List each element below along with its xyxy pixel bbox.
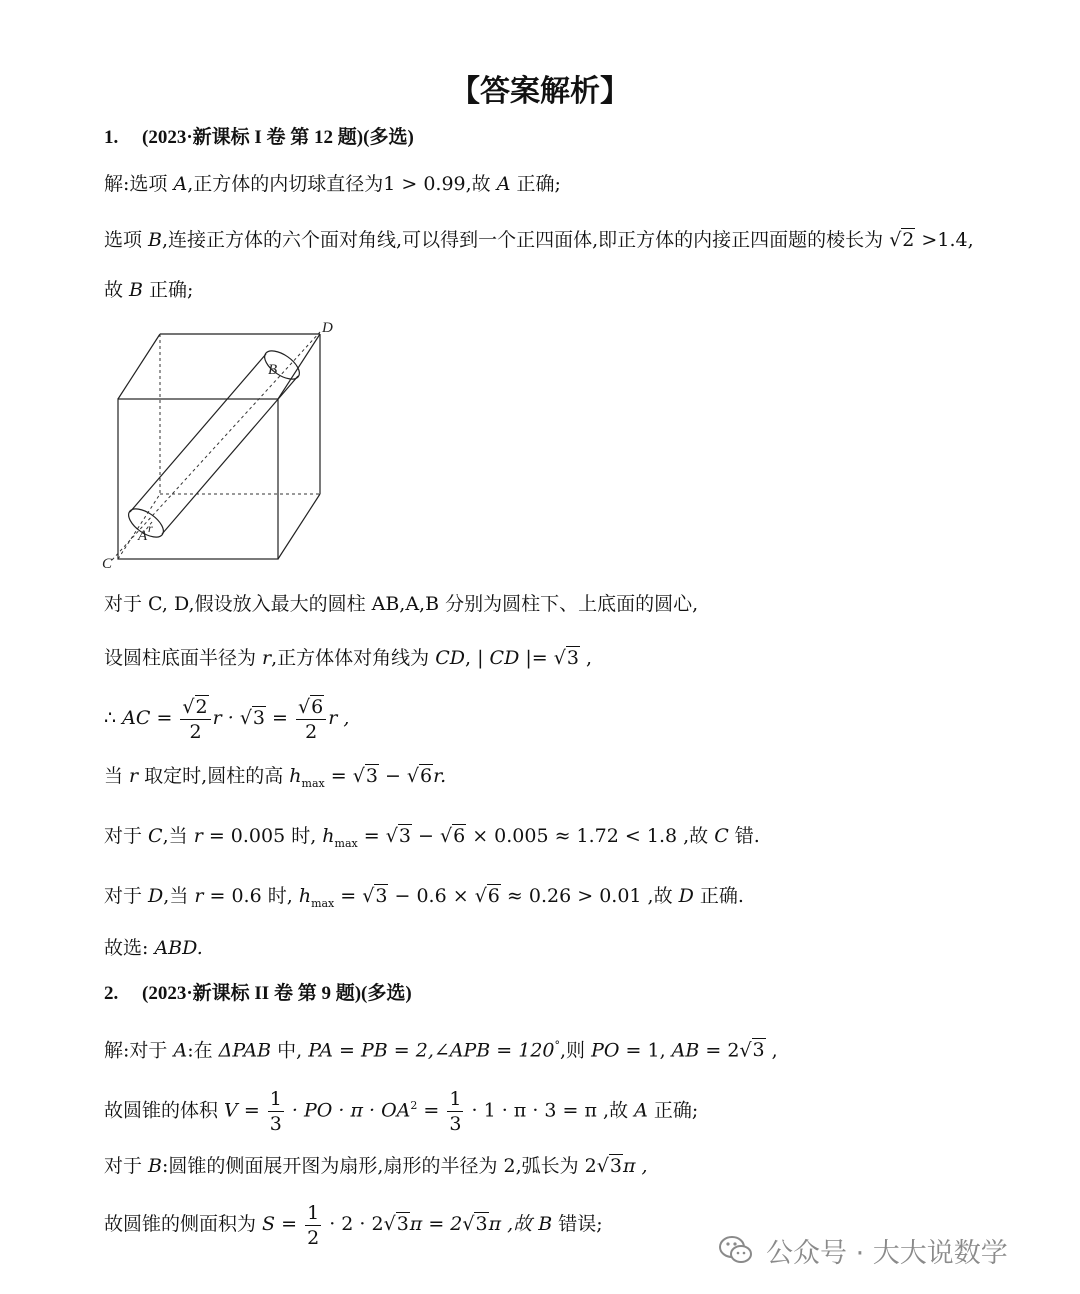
label-b: B (268, 362, 278, 378)
text: 故选: (104, 937, 155, 959)
text: 错. (728, 825, 760, 847)
text: ,连接正方体的六个面对角线,可以得到一个正四面体,即正方体的内接正四面题的棱长为 (162, 229, 890, 251)
text: ,则 (560, 1039, 592, 1062)
denominator: 2 (189, 720, 202, 743)
q1-line-c4: 当 r 取定时,圆柱的高 $h_{max} = √3 - √6r$. (104, 765, 447, 790)
sqrt-value: 3 (609, 1155, 622, 1177)
text: = (237, 1099, 266, 1122)
var: AC (122, 707, 151, 729)
sqrt-value: 6 (453, 825, 466, 847)
text: 对于 (104, 885, 149, 907)
fraction (447, 1087, 463, 1136)
cylinder-side (130, 354, 266, 512)
text: , (765, 1039, 778, 1062)
text: = (324, 765, 353, 787)
label-d: D (322, 320, 333, 336)
text: − (378, 765, 407, 787)
watermark-text: 公众号 · 大大说数学 (766, 1237, 1008, 1269)
text: ,当 (162, 825, 194, 847)
var: CD (489, 647, 520, 669)
subscript: max (301, 776, 325, 790)
text: ≈ 0.26 > 0.01 ,故 (500, 885, 679, 907)
denominator: 3 (449, 1112, 462, 1135)
q1-number: 1. (104, 127, 119, 148)
q1-header (104, 124, 414, 152)
text: − (411, 825, 440, 847)
text: 中, (271, 1039, 309, 1062)
denominator: 3 (269, 1112, 282, 1135)
label-r: r (148, 521, 153, 535)
var: V (224, 1099, 238, 1122)
diagonal-cd (112, 332, 320, 560)
watermark (716, 1228, 1008, 1272)
sqrt-value: 6 (311, 695, 324, 718)
label-a: A (138, 528, 148, 544)
q1-line-c1: 对于 C, D,假设放入最大的圆柱 AB,A,B 分别为圆柱下、上底面的圆心, (104, 593, 699, 615)
var: A (496, 173, 511, 195)
sqrt-value: 3 (365, 765, 378, 787)
text: ,正方体体对角线为 (271, 647, 436, 669)
sqrt-value: 6 (420, 765, 433, 787)
q1-answer (104, 934, 203, 962)
denominator: 2 (307, 1226, 320, 1249)
text: ,当 (163, 885, 195, 907)
answer-value: ABD. (154, 937, 203, 959)
q1-line-b: 选项 B,连接正方体的六个面对角线,可以得到一个正四面体,即正方体的内接正四面题的棱长为 √2 >1.4, (104, 229, 974, 251)
q2-title: (2023·新课标 II 卷 第 9 题)(多选) (142, 983, 412, 1004)
var: B (129, 279, 144, 301)
text: |= (519, 647, 554, 669)
text: = (357, 825, 386, 847)
text: = (150, 707, 179, 729)
var: PO (591, 1039, 620, 1062)
sqrt-value: 3 (252, 707, 266, 729)
text: 对于 (104, 1155, 149, 1177)
text: = 0.6 时, (203, 885, 299, 907)
sqrt-value: 3 (752, 1039, 765, 1062)
text: π , (622, 1155, 648, 1177)
var: B (148, 1155, 163, 1177)
q2-number: 2. (104, 983, 119, 1004)
var: A (634, 1099, 648, 1122)
numerator: 1 (449, 1087, 462, 1110)
text: − 0.6 × (388, 885, 475, 907)
sqrt-value: 2 (195, 695, 208, 718)
text: r. (433, 765, 447, 787)
text: · 2 · 2 (323, 1213, 384, 1235)
sqrt-value: 3 (396, 1213, 409, 1235)
q1-line-c6: 对于 D,当 r = 0.6 时, $h_{max} = √3 - 0.6 \times √6 \approx 0.26 > 0.01$ ,故 D 正确. (104, 885, 744, 910)
cube-edge (278, 334, 320, 399)
var: D (678, 885, 694, 907)
text: ,正方体的内切球直径为1 > 0.99,故 (187, 173, 497, 195)
text: ∴ (104, 707, 123, 729)
q2-line-1: 解:对于 A:在 ΔPAB 中, PA = PB = 2,∠APB = 120°,则 PO = 1, AB = 2√3 , (104, 1039, 778, 1062)
denominator: 2 (305, 720, 318, 743)
var: A (173, 1039, 188, 1062)
page-title: 【答案解析】 (450, 74, 630, 109)
text: 正确; (510, 173, 561, 195)
text: r · (212, 707, 240, 729)
q1-line-a (104, 170, 561, 198)
var: AB (671, 1039, 700, 1062)
fraction (305, 1201, 321, 1250)
text: π ,故 (488, 1213, 539, 1235)
q2-line-2 (104, 1078, 698, 1138)
text: · 1 · π · 3 = π ,故 (465, 1099, 635, 1122)
text: × 0.005 ≈ 1.72 < 1.8 ,故 (466, 825, 715, 847)
text: = (266, 707, 295, 729)
text: = 0.005 时, (202, 825, 323, 847)
text: 对于 (104, 825, 149, 847)
text: 解:选项 (104, 173, 174, 195)
superscript: ° (554, 1039, 561, 1052)
subscript: max (334, 836, 358, 850)
var: r (193, 825, 203, 847)
text: 选项 (104, 229, 149, 251)
text: r , (328, 707, 350, 729)
text: 当 (104, 765, 130, 787)
numerator: 1 (269, 1087, 282, 1110)
q2-header (104, 980, 412, 1008)
var: B (538, 1213, 553, 1235)
text: = (334, 885, 363, 907)
text: = (417, 1099, 446, 1122)
var: h (298, 885, 312, 907)
text: >1.4, (915, 229, 974, 251)
text: 故 (104, 279, 130, 301)
text: 设圆柱底面半径为 (104, 647, 263, 669)
text: 解:对于 (104, 1039, 174, 1062)
cube-hidden-edge (118, 494, 160, 559)
cube-edge (278, 494, 320, 559)
text: = (275, 1213, 304, 1235)
var: A (173, 173, 188, 195)
var: h (289, 765, 302, 787)
var: h (322, 825, 335, 847)
var: B (148, 229, 163, 251)
var: C (714, 825, 729, 847)
numerator: 1 (307, 1201, 320, 1224)
var: r (262, 647, 272, 669)
text: 正确. (693, 885, 744, 907)
text: · PO · π · OA (285, 1099, 411, 1122)
var: r (194, 885, 204, 907)
var: PA = PB = 2,∠APB = 120 (308, 1039, 555, 1062)
text: = 2 (699, 1039, 740, 1062)
text: π = 2 (409, 1213, 463, 1235)
fraction: $\frac{√2}{2}$ (180, 695, 210, 744)
sqrt-value: 3 (375, 885, 388, 907)
subscript: max (311, 896, 335, 910)
sqrt-value: 3 (398, 825, 411, 847)
q1-line-c2: 设圆柱底面半径为 r,正方体体对角线为 CD, | CD |= √3 , (104, 647, 593, 669)
sqrt-value: 6 (487, 885, 500, 907)
text: 取定时,圆柱的高 (138, 765, 290, 787)
wechat-icon (716, 1230, 756, 1270)
var: D (148, 885, 164, 907)
text: :在 (187, 1039, 219, 1062)
fraction: $\frac{√6}{2}$ (296, 695, 326, 744)
sqrt-value: 2 (902, 229, 915, 251)
sqrt-value: 3 (566, 647, 579, 669)
text: :圆锥的侧面展开图为扇形,扇形的半径为 2,弧长为 2 (162, 1155, 597, 1177)
var: r (129, 765, 139, 787)
cube-edge (118, 334, 160, 399)
text: , (579, 647, 593, 669)
text: 错误; (552, 1213, 603, 1235)
text: 正确; (143, 279, 194, 301)
var: ΔPAB (218, 1039, 272, 1062)
text: 故圆锥的体积 (104, 1099, 225, 1122)
var: C (148, 825, 163, 847)
sqrt-value: 3 (475, 1213, 488, 1235)
q1-line-c5: 对于 C,当 r = 0.005 时, $h_{max} = √3 - √6 \times 0.005 \approx 1.72 < 1.8$ ,故 C 错. (104, 825, 760, 850)
fraction (268, 1087, 284, 1136)
superscript: 2 (410, 1099, 418, 1112)
text: 故圆锥的侧面积为 (104, 1213, 263, 1235)
q1-line-c3: ∴ AC = $\frac{√2}{2}$ r · √3 = $\frac{√6}{2}$ r , (104, 695, 350, 743)
label-c: C (102, 556, 113, 572)
var: CD (435, 647, 466, 669)
text: = 1, (619, 1039, 672, 1062)
text: , | (465, 647, 490, 669)
var: S (262, 1213, 276, 1235)
q1-title: (2023·新课标 I 卷 第 12 题)(多选) (142, 127, 414, 148)
cylinder-top (260, 345, 304, 384)
cube-cylinder-figure (96, 314, 346, 574)
q2-line-3: 对于 B:圆锥的侧面展开图为扇形,扇形的半径为 2,弧长为 2√3π , (104, 1155, 648, 1177)
text: 正确; (647, 1099, 699, 1122)
q1-line-b2 (104, 276, 193, 304)
q2-line-4: 故圆锥的侧面积为 S = $\frac{1}{2}$ · 2 · 2√3π = 2√3π ,故 B 错误; (104, 1201, 603, 1249)
